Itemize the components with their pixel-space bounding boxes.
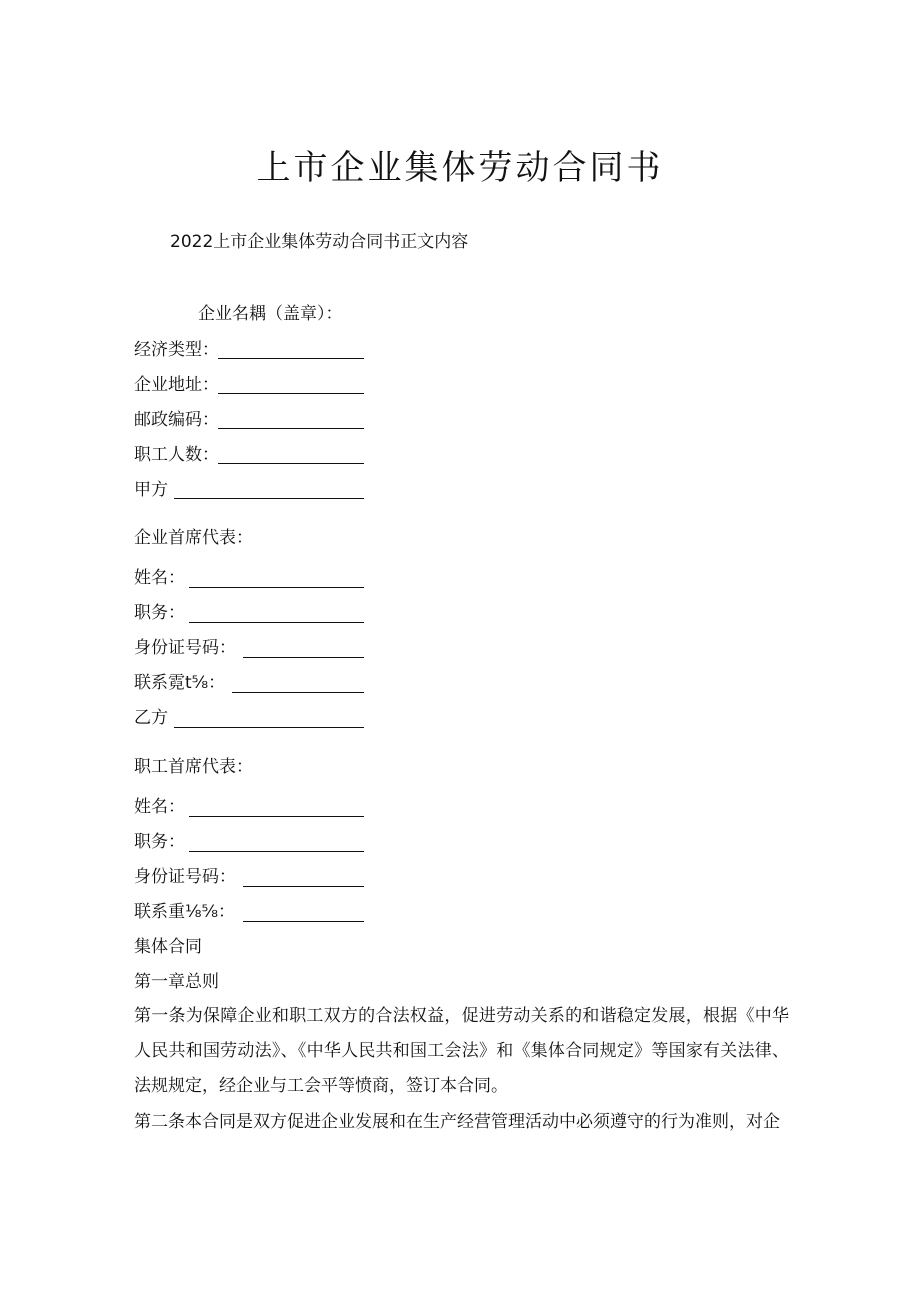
section-title: 集体合同 xyxy=(134,937,202,957)
worker-rep-name-label: 姓名： xyxy=(134,797,185,817)
document-title: 上市企业集体劳动合同书 xyxy=(256,148,664,188)
worker-rep-id-label: 身份证号码： xyxy=(134,867,236,887)
worker-rep-phone-label: 联系重⅛⅝： xyxy=(134,902,235,922)
worker-rep-heading: 职工首席代表： xyxy=(134,757,253,777)
company-rep-position-blank[interactable] xyxy=(189,622,364,623)
document-subtitle: 2022上市企业集体劳动合同书正文内容 xyxy=(170,232,469,252)
party-b-blank[interactable] xyxy=(174,727,364,728)
company-rep-name-blank[interactable] xyxy=(189,587,364,588)
company-rep-id-label: 身份证号码： xyxy=(134,638,236,658)
company-rep-id-blank[interactable] xyxy=(243,657,364,658)
company-address-blank[interactable] xyxy=(218,393,364,394)
economic-type-blank[interactable] xyxy=(218,358,364,359)
company-rep-name-label: 姓名： xyxy=(134,568,185,588)
party-a-label: 甲方 xyxy=(134,480,168,500)
worker-rep-position-label: 职务： xyxy=(134,832,185,852)
chapter-title: 第一章总则 xyxy=(134,972,219,992)
postal-code-label: 邮政编码： xyxy=(134,410,219,430)
economic-type-label: 经济类型： xyxy=(134,340,219,360)
postal-code-blank[interactable] xyxy=(218,428,364,429)
article-2: 第二条本合同是双方促进企业发展和在生产经营管理活动中必须遵守的行为准则，对企 xyxy=(134,1112,780,1132)
company-rep-heading: 企业首席代表： xyxy=(134,528,253,548)
company-rep-phone-blank[interactable] xyxy=(232,692,364,693)
employee-count-label: 职工人数： xyxy=(134,445,219,465)
company-rep-phone-label: 联系霓t⅝： xyxy=(134,673,226,693)
company-address-label: 企业地址： xyxy=(134,375,219,395)
party-a-blank[interactable] xyxy=(174,498,364,499)
worker-rep-position-blank[interactable] xyxy=(189,851,364,852)
worker-rep-name-blank[interactable] xyxy=(189,816,364,817)
company-rep-position-label: 职务： xyxy=(134,603,185,623)
article-1: 第一条为保障企业和职工双方的合法权益，促进劳动关系的和谐稳定发展，根据《中华人民共和国劳动法》、《中华人民共和国工会法》和《集体合同规定》等国家有关法律、法规规定，经企业与工会平等愤商，签订本合同。 xyxy=(134,1006,789,1096)
company-name-label: 企业名耦（盖章）： xyxy=(198,304,343,324)
employee-count-blank[interactable] xyxy=(218,463,364,464)
worker-rep-id-blank[interactable] xyxy=(243,886,364,887)
worker-rep-phone-blank[interactable] xyxy=(243,921,364,922)
party-b-label: 乙方 xyxy=(134,708,168,728)
